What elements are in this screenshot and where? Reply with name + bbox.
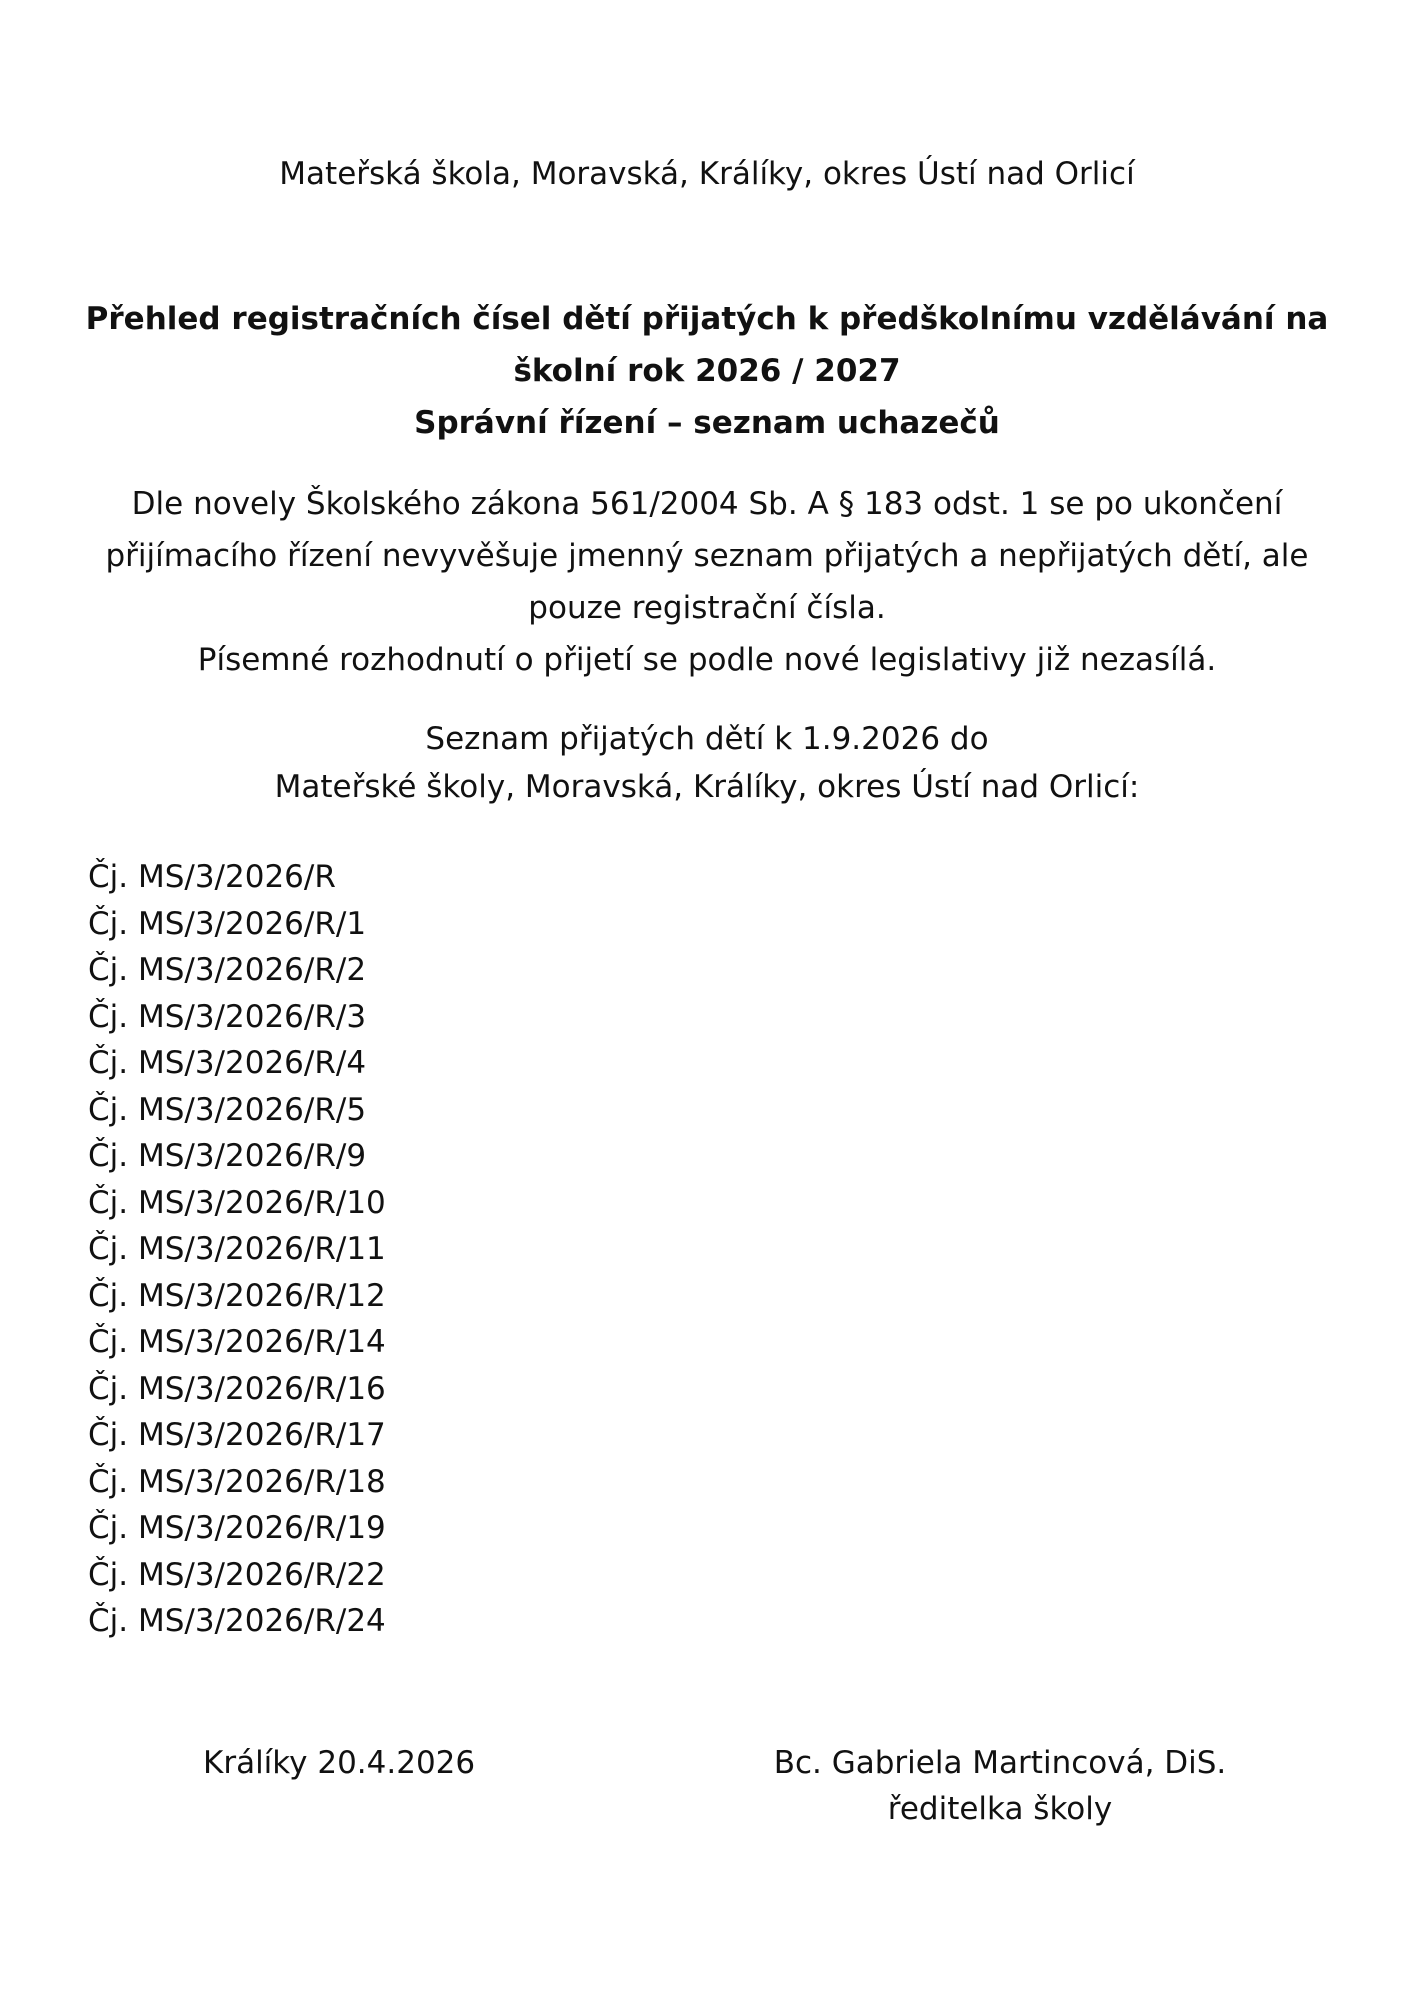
registration-number-list <box>88 854 386 1645</box>
registration-number-item: Čj. MS/3/2026/R/19 <box>88 1510 386 1546</box>
intro-line-2: přijímacího řízení nevyvěšuje jmenný seznam přijatých a nepřijatých dětí, ale <box>105 538 1309 574</box>
registration-number-item: Čj. MS/3/2026/R/10 <box>88 1184 386 1221</box>
intro-paragraph <box>0 478 1414 686</box>
registration-number-item: Čj. MS/3/2026/R/18 <box>88 1463 386 1500</box>
heading-line-2: školní rok 2026 / 2027 <box>513 353 901 389</box>
registration-number-item: Čj. MS/3/2026/R/9 <box>88 1138 367 1174</box>
signatory-name: Bc. Gabriela Martincová, DiS. <box>773 1745 1227 1781</box>
school-name: Mateřská škola, Moravská, Králíky, okres Ústí nad Orlicí <box>279 156 1135 192</box>
registration-number-item: Čj. MS/3/2026/R <box>88 859 336 895</box>
registration-number-item: Čj. MS/3/2026/R/1 <box>88 905 367 942</box>
document-heading <box>0 293 1414 449</box>
registration-number-item: Čj. MS/3/2026/R/22 <box>88 1556 386 1593</box>
intro-line-4: Písemné rozhodnutí o přijetí se podle nové legislativy již nezasílá. <box>197 642 1217 678</box>
signature-block <box>740 1740 1260 1832</box>
list-intro <box>0 715 1414 811</box>
registration-number-item: Čj. MS/3/2026/R/11 <box>88 1231 386 1267</box>
registration-number-item: Čj. MS/3/2026/R/12 <box>88 1277 386 1314</box>
registration-number-item: Čj. MS/3/2026/R/17 <box>88 1417 386 1453</box>
registration-number-item: Čj. MS/3/2026/R/2 <box>88 952 367 988</box>
registration-number-item: Čj. MS/3/2026/R/5 <box>88 1091 367 1128</box>
registration-number-item: Čj. MS/3/2026/R/14 <box>88 1324 386 1360</box>
registration-number-item: Čj. MS/3/2026/R/3 <box>88 998 367 1035</box>
registration-number-item: Čj. MS/3/2026/R/16 <box>88 1370 386 1407</box>
signatory-title: ředitelka školy <box>887 1791 1113 1827</box>
intro-line-3: pouze registrační čísla. <box>528 590 886 626</box>
list-intro-line-1: Seznam přijatých dětí k 1.9.2026 do <box>425 721 989 757</box>
heading-line-3: Správní řízení – seznam uchazečů <box>414 405 1000 441</box>
registration-number-item: Čj. MS/3/2026/R/24 <box>88 1603 386 1639</box>
list-intro-line-2: Mateřské školy, Moravská, Králíky, okres Ústí nad Orlicí: <box>274 769 1140 805</box>
place-and-date: Králíky 20.4.2026 <box>203 1745 476 1781</box>
intro-line-1: Dle novely Školského zákona 561/2004 Sb. A § 183 odst. 1 se po ukončení <box>131 486 1283 522</box>
heading-line-1: Přehled registračních čísel dětí přijatých k předškolnímu vzdělávání na <box>85 301 1329 337</box>
registration-number-item: Čj. MS/3/2026/R/4 <box>88 1045 367 1081</box>
